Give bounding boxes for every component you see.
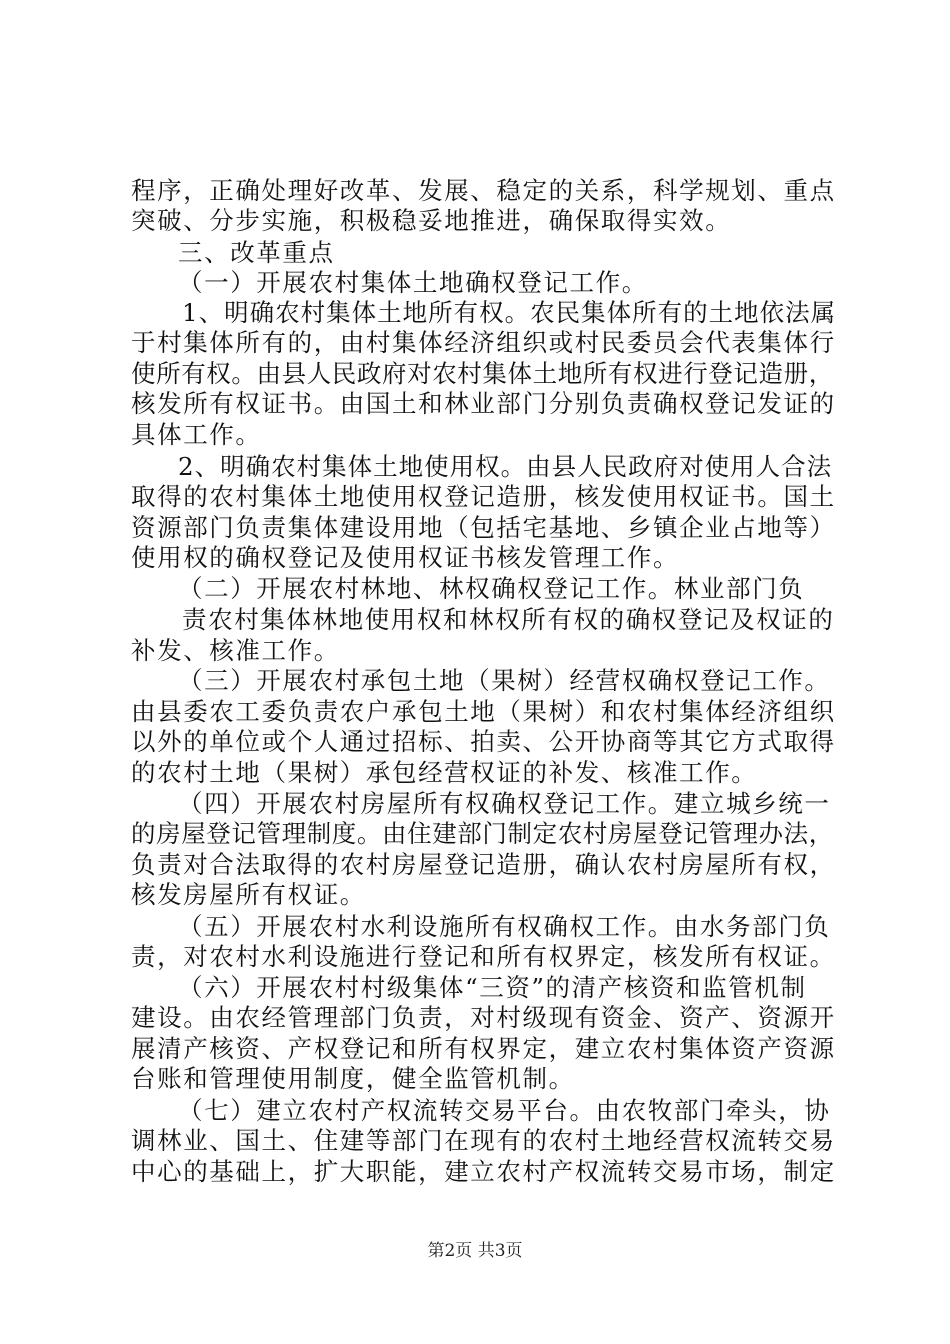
subsection-heading: （一）开展农村集体土地确权登记工作。	[178, 268, 648, 297]
text-line: 核发所有权证书。由国土和林业部门分别负责确权登记发证的	[131, 389, 836, 418]
subsection-heading: （七）建立农村产权流转交易平台。由农牧部门牵头，协	[178, 1096, 831, 1125]
text-line: 核发房屋所有权证。	[131, 880, 366, 909]
subsection-heading: （六）开展农村村级集体“三资”的清产核资和监管机制	[178, 973, 807, 1002]
text-line: 责农村集体林地使用权和林权所有权的确权登记及权证的	[182, 605, 835, 634]
page-number: 第2页 共3页	[427, 1241, 523, 1261]
text-line: 调林业、国土、住建等部门在现有的农村土地经营权流转交易	[131, 1126, 836, 1155]
text-line: 的农村土地（果树）承包经营权证的补发、核准工作。	[131, 758, 758, 787]
text-line: 的房屋登记管理制度。由住建部门制定农村房屋登记管理办法，	[131, 819, 834, 848]
text-line: 由县委农工委负责农户承包土地（果树）和农村集体经济组织	[131, 697, 836, 726]
text-line: 2、明确农村集体土地使用权。由县人民政府对使用人合法	[178, 452, 833, 481]
text-line: 程序，正确处理好改革、发展、稳定的关系，科学规划、重点	[131, 176, 836, 205]
text-line: 补发、核准工作。	[131, 636, 340, 665]
section-heading: 三、改革重点	[178, 238, 335, 267]
text-line: 资源部门负责集体建设用地（包括宅基地、乡镇企业占地等）	[131, 513, 836, 542]
text-line: 责，对农村水利设施进行登记和所有权界定，核发所有权证。	[131, 942, 836, 971]
subsection-heading: （五）开展农村水利设施所有权确权工作。由水务部门负	[178, 912, 831, 941]
text-line: 以外的单位或个人通过招标、拍卖、公开协商等其它方式取得	[131, 727, 836, 756]
text-line: 取得的农村集体土地使用权登记造册，核发使用权证书。国土	[131, 482, 836, 511]
text-line: 1、明确农村集体土地所有权。农民集体所有的土地依法属	[182, 298, 837, 327]
text-line: 建设。由农经管理部门负责，对村级现有资金、资产、资源开	[131, 1003, 836, 1032]
text-line: 中心的基础上，扩大职能，建立农村产权流转交易市场，制定	[131, 1157, 836, 1186]
text-line: 突破、分步实施，积极稳妥地推进，确保取得实效。	[131, 206, 732, 235]
text-line: 展清产核资、产权登记和所有权界定，建立农村集体资产资源	[131, 1034, 836, 1063]
subsection-heading: （二）开展农村林地、林权确权登记工作。林业部门负	[178, 574, 805, 603]
text-line: 使用权的确权登记及使用权证书核发管理工作。	[131, 543, 680, 572]
text-line: 负责对合法取得的农村房屋登记造册，确认农村房屋所有权，	[131, 850, 836, 879]
text-line: 于村集体所有的，由村集体经济组织或村民委员会代表集体行	[131, 328, 836, 357]
text-line: 具体工作。	[131, 420, 262, 449]
subsection-heading: （四）开展农村房屋所有权确权登记工作。建立城乡统一	[178, 789, 831, 818]
subsection-heading: （三）开展农村承包土地（果树）经营权确权登记工作。	[178, 666, 831, 695]
text-line: 台账和管理使用制度，健全监管机制。	[131, 1064, 575, 1093]
text-line: 使所有权。由县人民政府对农村集体土地所有权进行登记造册，	[131, 359, 834, 388]
